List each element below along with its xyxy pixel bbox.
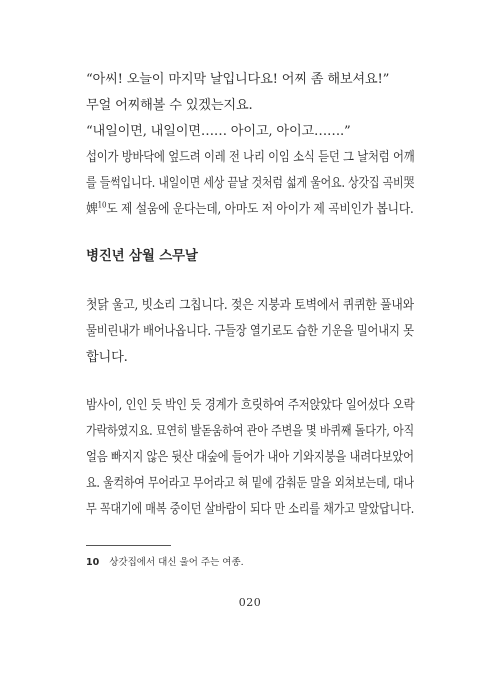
paragraph-line: 섭이가 방바닥에 엎드려 이레 전 나리 이임 소식 듣던 그 날처럼 어깨 <box>86 150 415 165</box>
paragraph-line: 요. 울컥하여 무어라고 무어라고 혀 밑에 감춰둔 말을 외쳐보는데, 대나 <box>86 476 414 491</box>
page-number: 020 <box>238 596 262 609</box>
paragraph-line: 를 들썩입니다. 내일이면 세상 끝날 것처럼 섧게 울어요. 상갓집 곡비哭 <box>86 176 415 191</box>
footnote-reference[interactable]: 10 <box>97 200 107 210</box>
paragraph-line: 첫닭 울고, 빗소리 그칩니다. 젖은 지붕과 토벽에서 퀴퀴한 풀내와 <box>86 298 414 313</box>
paragraph-line <box>86 200 414 220</box>
paragraph-text: 도 제 설움에 운다는데, 아마도 저 아이가 제 곡비인가 봅니다. <box>106 202 414 217</box>
footnote <box>86 556 244 570</box>
footnote-text: 상갓집에서 대신 울어 주는 여종. <box>109 557 244 568</box>
dialogue-line: 무얼 어찌해볼 수 있겠는지요. <box>86 98 253 113</box>
paragraph-line: 물비린내가 배어나옵니다. 구들장 열기로도 습한 기운을 밀어내지 못 <box>86 324 414 339</box>
dialogue-line: “내일이면, 내일이면…… 아이고, 아이고…….” <box>86 124 351 139</box>
footnote-divider <box>86 545 171 546</box>
paragraph-line: 밤사이, 인인 듯 박인 듯 경계가 흐릿하여 주저앉았다 일어섰다 오락 <box>86 398 415 413</box>
paragraph-line: 얼음 빠지지 않은 뒷산 대숲에 들어가 내아 기와지붕을 내려다보았어 <box>86 450 414 465</box>
paragraph-line: 무 꼭대기에 매복 중이던 살바람이 되다 만 소리를 채가고 말았답니다. <box>86 502 415 517</box>
footnote-number: 10 <box>86 557 100 568</box>
paragraph-line: 가락하였지요. 묘연히 발돋움하여 관아 주변을 몇 바퀴째 돌다가, 아직 <box>86 424 415 439</box>
section-heading: 병진년 삼월 스무날 <box>86 248 198 264</box>
paragraph-line: 합니다. <box>86 350 128 365</box>
hanja-text: 婢 <box>86 202 98 217</box>
dialogue-line: “아씨! 오늘이 마지막 날입니다요! 어찌 좀 해보셔요!” <box>86 72 390 87</box>
